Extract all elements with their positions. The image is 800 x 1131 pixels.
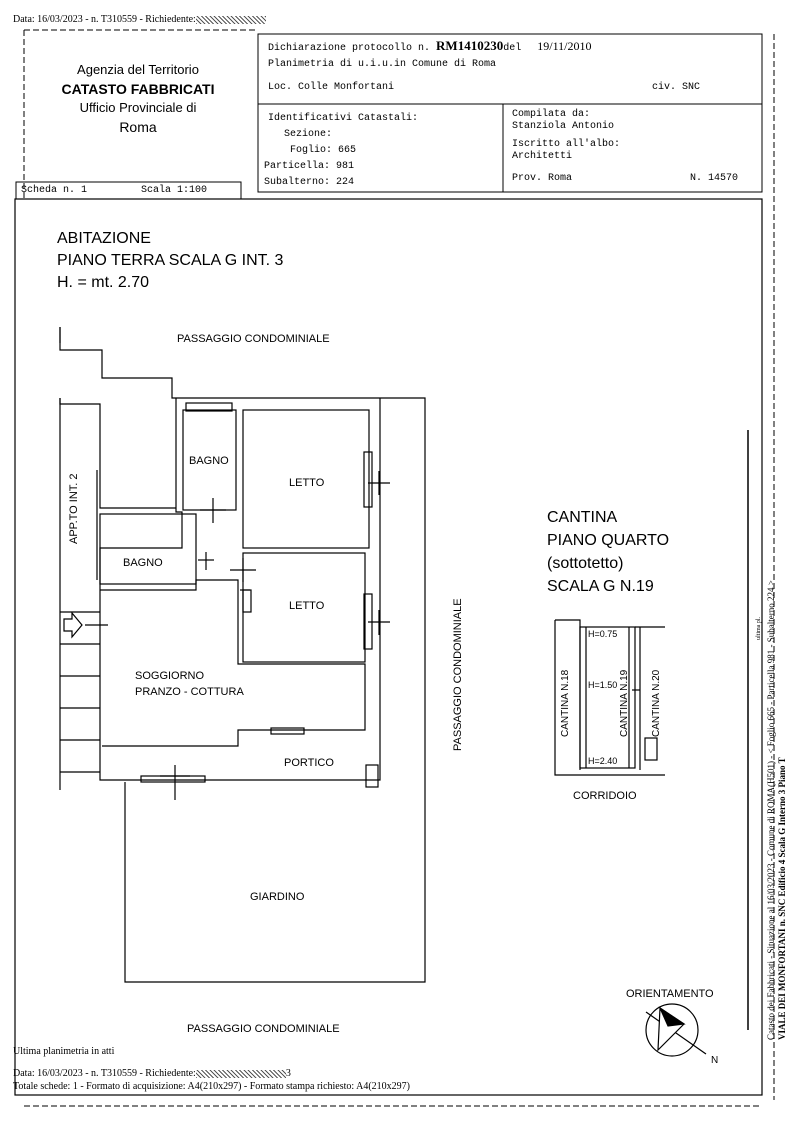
identificativi-foglio: Foglio: 665: [290, 145, 357, 156]
orientation-label: ORIENTAMENTO: [626, 988, 714, 1000]
label-height-150: H=1.50: [588, 680, 618, 690]
compilata-title: Compilata da:: [512, 109, 591, 120]
office-ufficio: Ufficio Provinciale di: [79, 100, 197, 115]
office-catasto: CATASTO FABBRICATI: [61, 81, 215, 97]
label-pranzo-cottura: PRANZO - COTTURA: [135, 686, 244, 698]
label-cantina-19: CANTINA N.19: [619, 669, 630, 737]
footer-redacted-name: [196, 1070, 286, 1078]
identificativi-subalterno: Subalterno: 224: [264, 177, 355, 188]
declaration-date: 19/11/2010: [537, 39, 592, 53]
office-agency: Agenzia del Territorio: [77, 62, 199, 77]
footer-ultima-planimetria: Ultima planimetria in atti: [13, 1046, 115, 1057]
label-passaggio-bottom: PASSAGGIO CONDOMINIALE: [187, 1023, 340, 1035]
civic-number: civ. SNC: [652, 82, 701, 93]
cellar-note: (sottotetto): [547, 555, 624, 572]
side-text-situazione: Catasto dei Fabbricati - Situazione al 16/03/2023 - Comune di ROMA(H501) - < Foglio 665 - Particella 981 - Subalterno 224 >: [766, 580, 776, 1040]
declaration-number: RM1410230: [436, 38, 504, 53]
label-cantina-18: CANTINA N.18: [560, 669, 571, 737]
footer-data-text: Data: 16/03/2023 - n. T310559 - Richiedente:: [13, 1068, 196, 1079]
label-height-240: H=2.40: [588, 756, 618, 766]
scheda-number: Scheda n. 1: [21, 185, 88, 196]
label-soggiorno: SOGGIORNO: [135, 670, 205, 682]
label-bagno-2: BAGNO: [123, 557, 163, 569]
label-appto-int2: APP.TO INT. 2: [68, 473, 80, 544]
cellar-floor: PIANO QUARTO: [547, 532, 670, 549]
compilata-name: Stanziola Antonio: [512, 121, 615, 132]
office-city: Roma: [119, 119, 157, 135]
cellar-number: SCALA G N.19: [547, 578, 654, 595]
identificativi-sezione: Sezione:: [284, 129, 333, 140]
label-passaggio-right: PASSAGGIO CONDOMINIALE: [452, 598, 464, 751]
identificativi-title: Identificativi Catastali:: [268, 113, 419, 124]
label-corridoio: CORRIDOIO: [573, 790, 637, 802]
side-text-address: VIALE DEI MONFORTANI n. SNC Edificio 4 Scala G Interno 3 Piano T: [777, 757, 787, 1040]
label-letto-2: LETTO: [289, 600, 325, 612]
footer-data-tail: 3: [285, 1068, 291, 1079]
side-text-small: ultima pl.: [756, 617, 762, 640]
compilata-albo: Architetti: [512, 151, 573, 162]
label-giardino: GIARDINO: [250, 891, 305, 903]
footer-totale-schede: Totale schede: 1 - Formato di acquisizione: A4(210x297) - Formato stampa richiesto: A4(210x297): [13, 1081, 410, 1092]
declaration-prefix: Dichiarazione protocollo n.: [268, 43, 431, 54]
apartment-type: ABITAZIONE: [57, 230, 151, 247]
compilata-iscritto: Iscritto all'albo:: [512, 139, 621, 150]
north-label: N: [711, 1055, 719, 1066]
compilata-number: N. 14570: [690, 173, 739, 184]
scale-label: Scala 1:100: [141, 185, 208, 196]
label-bagno-1: BAGNO: [189, 455, 229, 467]
label-letto-1: LETTO: [289, 477, 325, 489]
label-height-075: H=0.75: [588, 629, 618, 639]
label-passaggio-top: PASSAGGIO CONDOMINIALE: [177, 333, 330, 345]
compilata-prov: Prov. Roma: [512, 173, 573, 184]
identificativi-particella: Particella: 981: [264, 161, 355, 172]
label-cantina-20: CANTINA N.20: [651, 669, 662, 737]
top-request-text: Data: 16/03/2023 - n. T310559 - Richiedente:: [13, 14, 196, 25]
footer-data-line: [13, 1068, 291, 1079]
declaration-del: del: [503, 43, 522, 54]
apartment-floor: PIANO TERRA SCALA G INT. 3: [57, 252, 284, 269]
planimetria-line: Planimetria di u.i.u.in Comune di Roma: [268, 59, 497, 70]
cellar-type: CANTINA: [547, 509, 618, 526]
label-portico: PORTICO: [284, 757, 334, 769]
apartment-height: H. = mt. 2.70: [57, 274, 150, 291]
location-line: Loc. Colle Monfortani: [268, 82, 395, 93]
